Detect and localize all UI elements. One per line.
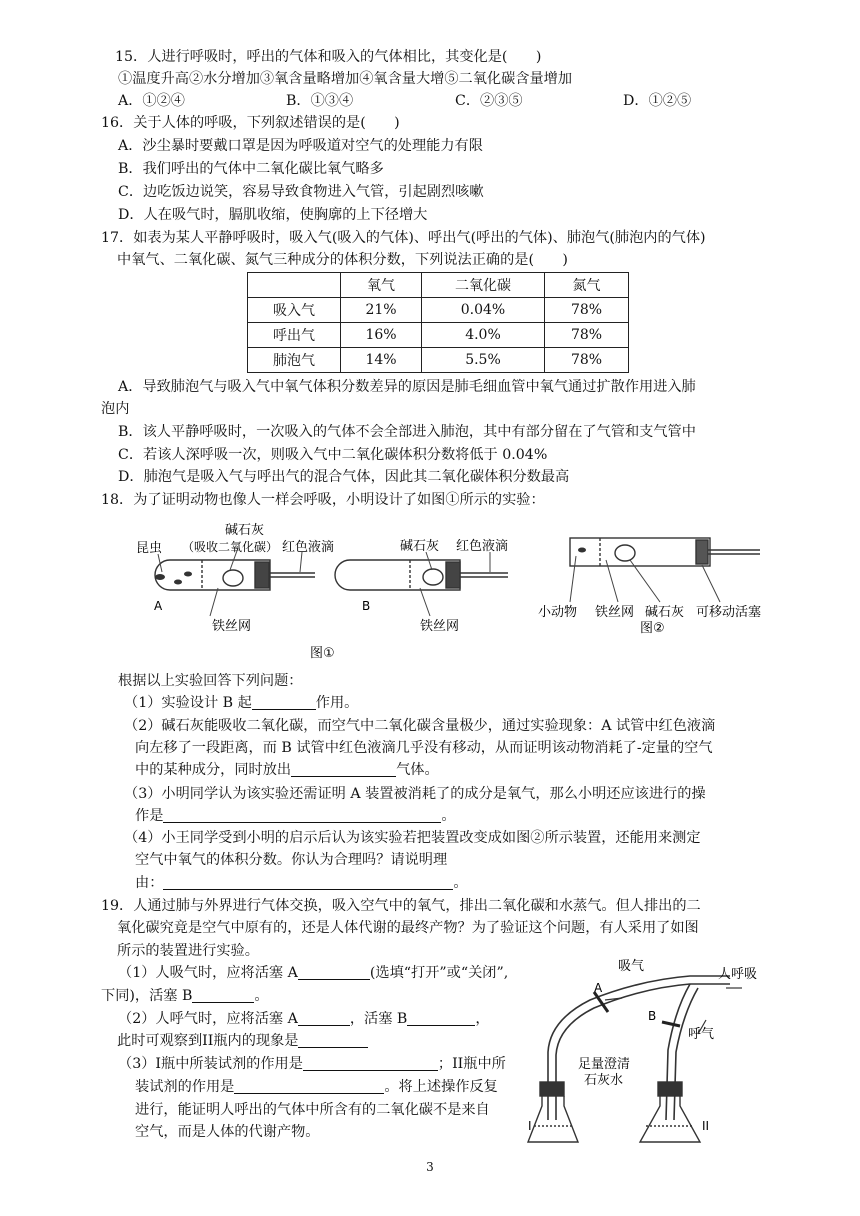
q18-figure [130,520,770,665]
insect-label: 昆虫 [136,541,163,556]
q17-option-a-line1: A．导致肺泡气与吸入气中氧气体积分数差异的原因是肺毛细血管中氧气通过扩散作用进入肺 [118,379,696,395]
soda-lime-label-b: 碱石灰 [400,539,440,554]
q15-option-a: A．①②④ [118,93,185,109]
table-cell: 呼出气 [248,323,341,348]
q17-option-d: D．肺泡气是吸入气与呼出气的混合气体，因此其二氧化碳体积分数最高 [118,469,570,485]
figure-1-caption: 图① [310,646,335,661]
q15-stem: 15．人进行呼吸时，呼出的气体和吸入的气体相比，其变化是( ) [115,49,542,65]
q16-option-c: C．边吃饭边说笑，容易导致食物进入气管，引起剧烈咳嗽 [118,184,484,200]
q19-sub3-text3: 装试剂的作用是 [135,1079,235,1095]
q15-option-c: C．②③⑤ [455,93,523,109]
q18-sub2-line2: 向左移了一段距离，而 B 试管中红色液滴几乎没有移动，从而证明该动物消耗了-定量的空气 [135,740,713,756]
answer-blank[interactable] [298,1032,368,1048]
q17-option-b: B．该人平静呼吸时，一次吸入的气体不会全部进入肺泡，其中有部分留在了气管和支气管中 [118,424,696,440]
table-header-cell: 氧气 [341,273,422,298]
q19-sub2-line2 [117,1031,368,1051]
soda-lime-label-fig2: 碱石灰 [645,605,685,620]
q15-option-d: D．①②⑤ [623,93,692,109]
q19-stem-line1: 19．人通过肺与外界进行气体交换，吸入空气中的氧气，排出二氧化碳和水蒸气。但人排出的二 [101,898,701,914]
q19-sub3-line1 [118,1054,506,1074]
answer-blank[interactable] [298,1010,350,1026]
table-cell: 5.5% [422,348,545,373]
table-cell: 4.0% [422,323,545,348]
movable-piston-label: 可移动活塞 [696,605,762,620]
table-cell: 16% [341,323,422,348]
q17-table [247,272,629,373]
q19-sub2-text3: 此时可观察到II瓶内的现象是 [117,1033,299,1049]
exhale-label: 呼气 [688,1027,715,1042]
q18-stem: 18．为了证明动物也像人一样会呼吸，小明设计了如图①所示的实验： [101,492,545,508]
q18-sub1-text: （1）实验设计 B 起 [124,695,252,711]
q18-sub3-text: 作是 [135,808,164,824]
q18-sub2-line3 [135,760,439,780]
insect-icon [155,572,192,585]
q16-option-b: B．我们呼出的气体中二氧化碳比氧气略多 [118,161,384,177]
q16-option-d: D．人在吸气时，膈肌收缩，使胸廓的上下径增大 [118,207,428,223]
page-number: 3 [426,1160,434,1174]
answer-blank[interactable] [291,761,396,777]
table-header-cell [248,273,341,298]
table-cell: 78% [545,323,629,348]
q19-sub1-text: （1）人吸气时，应将活塞 A [118,965,298,981]
tube-b-label: B [362,599,371,613]
figure-2-caption: 图② [640,621,665,636]
q19-stem-line2: 氧化碳究竟是空气中原有的，还是人体代谢的最终产物？为了验证这个问题，有人采用了如图 [117,920,699,936]
table-row [248,348,629,373]
limewater-label-line2: 石灰水 [584,1073,624,1088]
valve-b-icon [662,1022,680,1026]
q18-intro: 根据以上实验回答下列问题： [118,673,303,689]
q18-sub4-text: 由： [135,875,164,891]
answer-blank[interactable] [163,874,453,890]
q18-sub3-line2 [135,806,456,826]
q18-sub4-line3 [135,873,468,893]
q18-sub4-tail: 。 [453,875,468,891]
q18-sub1-tail: 作用。 [315,695,359,711]
bottle-2-label: II [702,1119,710,1133]
q18-sub2-text: 中的某种成分，同时放出 [135,762,292,778]
small-animal-label: 小动物 [538,605,578,620]
q19-sub2-tail: ， [475,1011,490,1027]
table-header-row [248,273,629,298]
q19-stem-line3: 所示的装置进行实验。 [117,943,259,959]
flask-2 [640,1082,700,1142]
q18-sub2-line1: （2）碱石灰能吸收二氧化碳，而空气中二氧化碳含量极少，通过实验现象：A 试管中红色液滴 [124,718,716,734]
q19-sub1-line2 [101,986,269,1006]
answer-blank[interactable] [192,987,254,1003]
q17-option-a-line2: 泡内 [101,401,130,417]
table-cell: 吸入气 [248,298,341,323]
wire-mesh-label-a: 铁丝网 [212,619,252,634]
table-cell: 78% [545,298,629,323]
q19-sub2-text: （2）人呼气时，应将活塞 A [118,1011,298,1027]
red-drop-label-b: 红色液滴 [456,539,509,554]
q19-sub3-line4: 空气，而是人体的代谢产物。 [135,1124,320,1140]
q19-sub1-line1 [118,963,508,983]
valve-a-label: A [594,981,603,995]
table-header-cell: 氮气 [545,273,629,298]
flask-1 [528,1082,578,1142]
answer-blank[interactable] [407,1010,475,1026]
table-header-cell: 二氧化碳 [422,273,545,298]
answer-blank[interactable] [303,1055,438,1071]
table-cell: 78% [545,348,629,373]
q19-apparatus-figure [530,960,775,1155]
absorb-co2-label: （吸收二氧化碳） [182,540,279,554]
table-cell: 肺泡气 [248,348,341,373]
valve-b-label: B [648,1009,657,1023]
tubing [548,976,730,1120]
q18-sub4-line1: （4）小王同学受到小明的启示后认为该实验若把装置改变成如图②所示装置，还能用来测定 [124,830,701,846]
q16-option-a: A．沙尘暴时要戴口罩是因为呼吸道对空气的处理能力有限 [118,138,483,154]
q19-sub2-line1 [118,1009,490,1029]
answer-blank[interactable] [252,694,316,710]
small-animal-icon [578,548,586,553]
q19-sub2-text2: ，活塞 B [349,1011,408,1027]
q19-sub3-text4: 。将上述操作反复 [384,1079,498,1095]
q18-sub3-tail: 。 [441,808,456,824]
answer-blank[interactable] [234,1078,384,1094]
q17-option-c: C．若该人深呼吸一次，则吸入气中二氧化碳体积分数将低于 0.04% [118,447,548,463]
q15-option-b: B．①③④ [286,93,354,109]
figure-2-tube [570,538,760,566]
q19-sub1-text2: 下同)，活塞 B [101,988,193,1004]
q18-sub4-line2: 空气中氧气的体积分数。你认为合理吗？请说明理 [135,852,448,868]
wire-mesh-label-b: 铁丝网 [420,619,460,634]
red-drop-label-a: 红色液滴 [282,540,335,555]
table-row [248,323,629,348]
q19-sub1-tail: 。 [254,988,269,1004]
q19-sub3-text2: ；II瓶中所 [437,1056,506,1072]
answer-blank[interactable] [298,964,370,980]
q17-stem-line1: 17．如表为某人平静呼吸时，吸入气(吸入的气体)、呼出气(呼出的气体)、肺泡气(肺泡内的气体) [101,230,706,246]
tube-a-label: A [154,599,163,613]
q15-items: ①温度升高②水分增加③氧含量略增加④氧含量大增⑤二氧化碳含量增加 [118,71,573,87]
person-breathe-label: 人呼吸 [718,967,758,982]
table-cell: 21% [341,298,422,323]
bottle-1-label: I [528,1119,532,1133]
wire-mesh-label-fig2: 铁丝网 [595,605,635,620]
q18-sub2-tail: 气体。 [396,762,439,778]
inhale-label: 吸气 [618,959,645,974]
limewater-label-line1: 足量澄清 [578,1057,631,1072]
q16-stem: 16．关于人体的呼吸，下列叙述错误的是( ) [101,115,400,131]
test-tube-a [155,560,315,590]
q19-sub1-note: (选填“打开”或“关闭”, [369,965,509,981]
table-cell: 14% [341,348,422,373]
test-tube-b [335,560,508,590]
q19-sub3-line2 [135,1077,498,1097]
table-row [248,298,629,323]
table-cell: 0.04% [422,298,545,323]
answer-blank[interactable] [163,807,441,823]
q19-sub3-line3: 进行，能证明人呼出的气体中所含有的二氧化碳不是来自 [135,1102,490,1118]
q17-stem-line2: 中氧气、二氧化碳、氮气三种成分的体积分数，下列说法正确的是( ) [117,252,568,268]
q18-sub1 [124,693,358,713]
q19-sub3-text: （3）I瓶中所装试剂的作用是 [118,1056,303,1072]
q18-sub3-line1: （3）小明同学认为该实验还需证明 A 装置被消耗了的成分是氧气，那么小明还应该进行的操 [124,786,706,802]
soda-lime-label-a: 碱石灰 [225,523,265,538]
